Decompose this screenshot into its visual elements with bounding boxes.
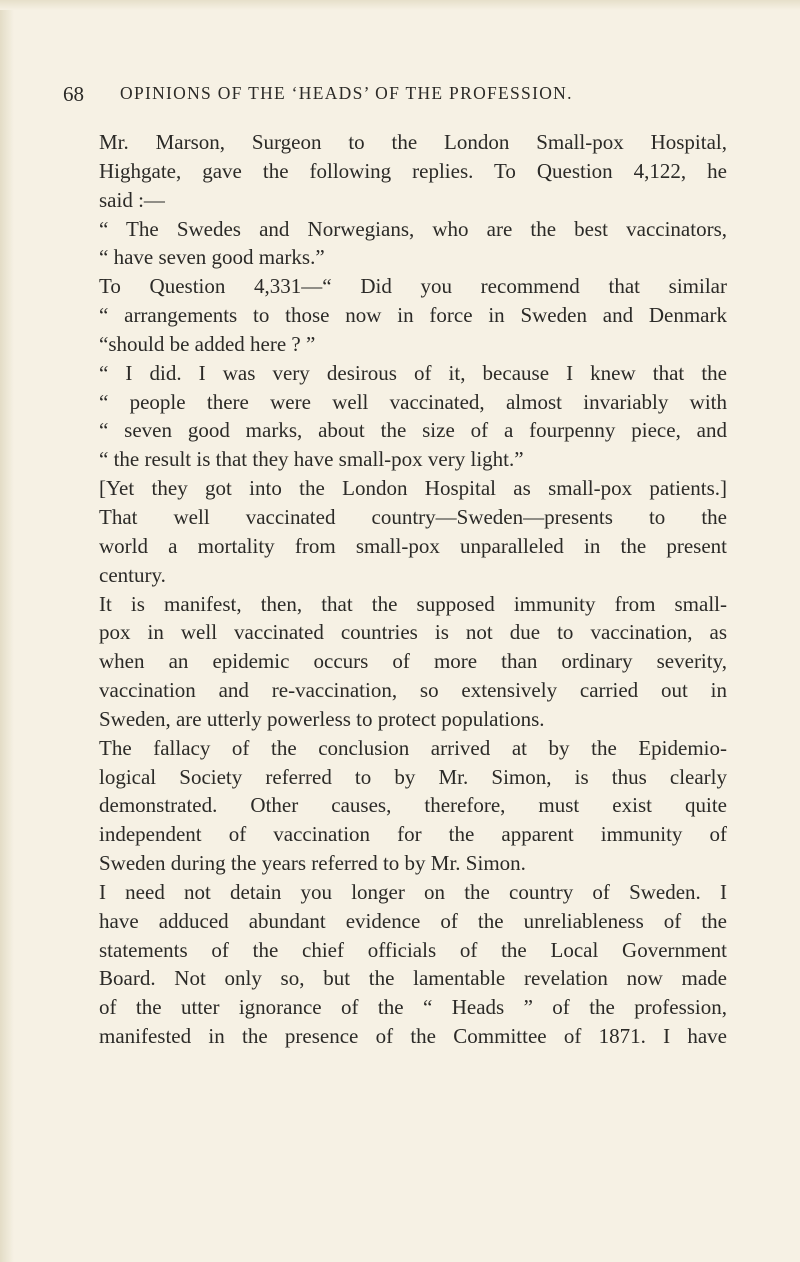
text-line: of the utter ignorance of the “ Heads ” of the profession,	[99, 995, 727, 1020]
text-line: “ have seven good marks.”	[99, 245, 325, 270]
page-edge-shadow-top	[0, 0, 800, 10]
text-line: “ seven good marks, about the size of a fourpenny piece, and	[99, 418, 727, 443]
running-head	[63, 82, 743, 112]
text-line: when an epidemic occurs of more than ordinary severity,	[99, 649, 727, 674]
text-line: Mr. Marson, Surgeon to the London Small-pox Hospital,	[99, 130, 727, 154]
text-line: Sweden, are utterly powerless to protect populations.	[99, 706, 545, 731]
text-line: [Yet they got into the London Hospital as small-pox patients.]	[99, 476, 727, 501]
page-number: 68	[63, 82, 84, 106]
text-line: Sweden during the years referred to by Mr. Simon.	[99, 851, 526, 876]
body-text	[99, 128, 727, 1051]
text-line: statements of the chief officials of the Local Government	[99, 937, 727, 962]
text-line: “ The Swedes and Norwegians, who are the best vaccinators,	[99, 216, 727, 241]
text-line: It is manifest, then, that the supposed immunity from small-	[99, 591, 727, 616]
text-line: independent of vaccination for the apparent immunity of	[99, 822, 727, 847]
text-line: said :—	[99, 187, 165, 212]
text-line: “ I did. I was very desirous of it, because I knew that the	[99, 360, 727, 385]
running-head-title: OPINIONS OF THE ‘HEADS’ OF THE PROFESSION.	[120, 83, 573, 103]
text-line: I need not detain you longer on the country of Sweden. I	[99, 879, 727, 904]
text-line: To Question 4,331—“ Did you recommend that similar	[99, 274, 727, 299]
page-edge-shadow-left	[0, 0, 14, 1262]
text-line: logical Society referred to by Mr. Simon, is thus clearly	[99, 764, 727, 789]
text-line: century.	[99, 562, 166, 587]
text-line: vaccination and re-vaccination, so extensively carried out in	[99, 678, 727, 703]
text-line: “ arrangements to those now in force in Sweden and Denmark	[99, 303, 727, 328]
text-line: pox in well vaccinated countries is not due to vaccination, as	[99, 620, 727, 645]
text-line: demonstrated. Other causes, therefore, must exist quite	[99, 793, 727, 818]
text-line: The fallacy of the conclusion arrived at by the Epidemio-	[99, 735, 727, 760]
text-line: “should be added here ? ”	[99, 331, 316, 356]
text-line: Highgate, gave the following replies. To Question 4,122, he	[99, 158, 727, 183]
text-line: Board. Not only so, but the lamentable revelation now made	[99, 966, 727, 991]
text-line: “ people there were well vaccinated, almost invariably with	[99, 389, 727, 414]
text-line: That well vaccinated country—Sweden—presents to the	[99, 504, 727, 529]
text-line: “ the result is that they have small-pox very light.”	[99, 447, 524, 472]
text-line: have adduced abundant evidence of the unreliableness of the	[99, 908, 727, 933]
text-line: manifested in the presence of the Committee of 1871. I have	[99, 1024, 727, 1049]
text-line: world a mortality from small-pox unparalleled in the present	[99, 533, 727, 558]
